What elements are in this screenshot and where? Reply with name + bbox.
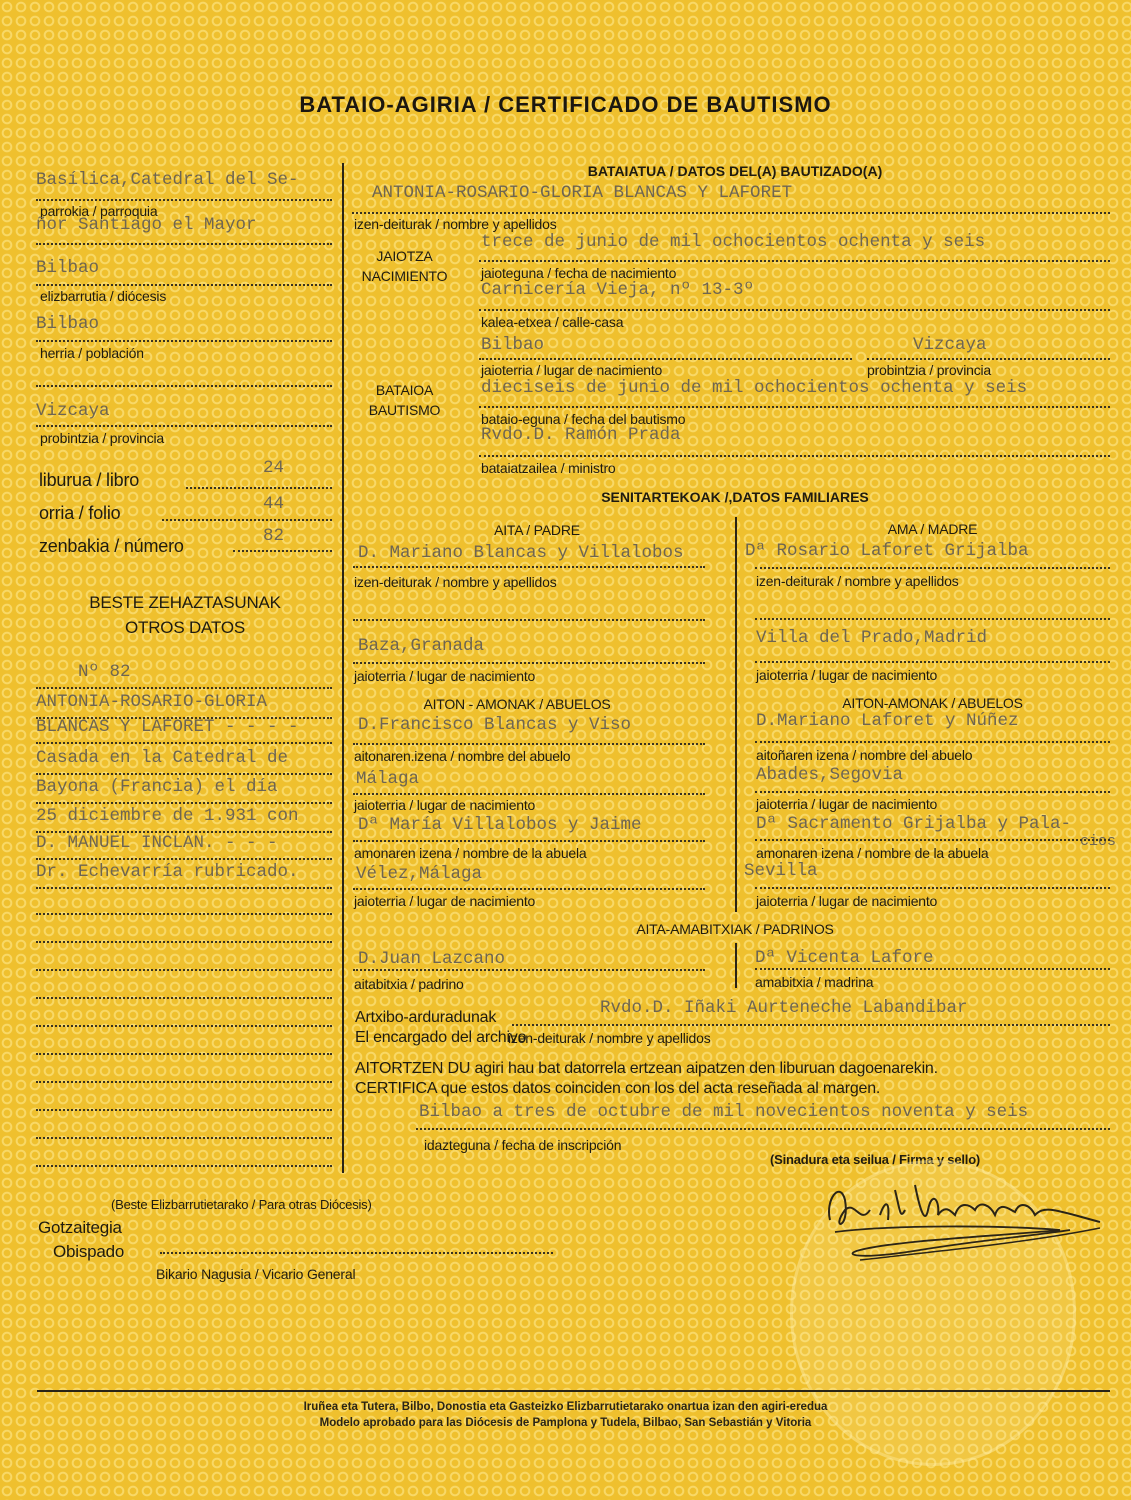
street-label: kalea-etxea / calle-casa: [481, 314, 624, 330]
dotted-line: [36, 199, 332, 201]
other-data-line: D. MANUEL INCLAN. - - -: [36, 833, 278, 853]
dotted-line: [36, 1025, 332, 1027]
footer-text-es: Modelo aprobado para las Diócesis de Pamplona y Tudela, Bilbao, San Sebastián y Vitoria: [319, 1417, 812, 1429]
maternal-grandfather-value: D.Mariano Laforet y Núñez: [756, 711, 1019, 731]
parish-value-2: ñor Santiago el Mayor: [36, 215, 257, 235]
province-value: Vizcaya: [36, 401, 110, 421]
signature-image: [800, 1170, 1130, 1290]
dotted-line: [233, 550, 332, 552]
dotted-line: [36, 997, 332, 999]
paternal-grandmother-place-value: Vélez,Málaga: [356, 864, 483, 884]
godparents-heading: AITA-AMABITXIAK / PADRINOS: [636, 921, 834, 937]
dotted-line: [479, 406, 1110, 408]
signature-label: (Sinadura eta seilua / Firma y sello): [770, 1152, 981, 1167]
maternal-grandmother-place-value: Sevilla: [744, 861, 818, 881]
paternal-grandmother-place-label: jaioterria / lugar de nacimiento: [354, 893, 536, 909]
other-dioceses-heading: (Beste Elizbarrutietarako / Para otras Diócesis): [111, 1197, 372, 1212]
footer-rule: [37, 1390, 1110, 1392]
dotted-line: [353, 619, 705, 621]
vicar-general-label: Bikario Nagusia / Vicario General: [156, 1266, 356, 1282]
paternal-grandparents-heading: AITON - AMONAK / ABUELOS: [423, 696, 611, 712]
mother-name-label: izen-deiturak / nombre y apellidos: [756, 573, 959, 589]
dotted-line: [36, 243, 332, 245]
godfather-label: aitabitxia / padrino: [354, 976, 464, 992]
baptized-name-value: ANTONIA-ROSARIO-GLORIA BLANCAS Y LAFORET: [372, 183, 793, 203]
baptism-section-label-eu: BATAIOA: [375, 382, 434, 398]
paternal-grandfather-place-label: jaioterria / lugar de nacimiento: [354, 797, 536, 813]
baptized-name-label: izen-deiturak / nombre y apellidos: [354, 216, 557, 232]
dotted-line: [755, 968, 1110, 970]
dotted-line: [479, 260, 1110, 262]
father-heading: AITA / PADRE: [494, 522, 580, 538]
dotted-line: [353, 743, 705, 745]
bishopric-label-es: Obispado: [53, 1242, 125, 1261]
maternal-grandmother-value: Dª Sacramento Grijalba y Pala-: [756, 814, 1072, 834]
dotted-line: [36, 969, 332, 971]
maternal-grandfather-place-label: jaioterria / lugar de nacimiento: [756, 796, 938, 812]
archive-label-eu: Artxibo-arduradunak: [355, 1009, 497, 1026]
dotted-line: [160, 1252, 553, 1254]
dotted-line: [36, 284, 332, 286]
maternal-grandfather-place-value: Abades,Segovia: [756, 765, 904, 785]
diocese-label: elizbarrutia / diócesis: [40, 288, 167, 304]
baptism-date-label: bataio-eguna / fecha del bautismo: [481, 411, 686, 427]
birth-date-value: trece de junio de mil ochocientos ochenta y seis: [481, 232, 986, 252]
dotted-line: [755, 567, 1110, 569]
dotted-line: [36, 941, 332, 943]
paternal-grandfather-place-value: Málaga: [356, 769, 420, 789]
other-data-line: 25 diciembre de 1.931 con: [36, 806, 299, 826]
book-label: liburua / libro: [39, 470, 140, 490]
dotted-line: [353, 840, 705, 842]
dotted-line: [36, 1165, 332, 1167]
paternal-grandfather-value: D.Francisco Blancas y Viso: [358, 715, 632, 735]
other-data-line: Bayona (Francia) el día: [36, 777, 278, 797]
birthplace-label: jaioterria / lugar de nacimiento: [481, 362, 663, 378]
dotted-line: [36, 742, 332, 744]
archive-label-es: El encargado del archivo: [355, 1029, 527, 1046]
godmother-value: Dª Vicenta Lafore: [755, 948, 934, 968]
number-value: 82: [263, 526, 285, 546]
town-value: Bilbao: [36, 314, 100, 334]
certify-text-eu: AITORTZEN DU agiri hau bat datorrela ertzean aipatzen den liburuan dagoenarekin.: [355, 1060, 938, 1077]
other-data-line: Dr. Echevarría rubricado.: [36, 862, 299, 882]
maternal-grandmother-value-cont: cios: [1080, 833, 1117, 850]
mother-heading: AMA / MADRE: [887, 521, 978, 537]
dotted-line: [36, 1081, 332, 1083]
baptism-section-label-es: BAUTISMO: [368, 402, 441, 418]
dotted-line: [353, 566, 705, 568]
father-place-label: jaioterria / lugar de nacimiento: [354, 668, 536, 684]
other-data-heading-es: OTROS DATOS: [125, 618, 245, 637]
dotted-line: [512, 1024, 1110, 1026]
column-divider: [342, 163, 344, 1173]
dotted-line: [36, 887, 332, 889]
town-label: herria / población: [40, 345, 144, 361]
other-data-line: BLANCAS Y LAFORET - - - -: [36, 717, 299, 737]
dotted-line: [36, 385, 332, 387]
birthplace-value: Bilbao: [481, 335, 545, 355]
dotted-line: [755, 618, 1110, 620]
godparents-divider: [735, 943, 737, 988]
archive-name-value: Rvdo.D. Iñaki Aurteneche Labandibar: [600, 998, 968, 1018]
baptized-heading: BATAIATUA / DATOS DEL(A) BAUTIZADO(A): [587, 163, 883, 179]
maternal-grandfather-label: aitoñaren izena / nombre del abuelo: [756, 747, 973, 763]
other-data-heading-eu: BESTE ZEHAZTASUNAK: [89, 593, 281, 612]
dotted-line: [36, 1109, 332, 1111]
street-value: Carnicería Vieja, nº 13-3º: [481, 280, 755, 300]
dotted-line: [186, 487, 332, 489]
dotted-line: [755, 741, 1110, 743]
birth-province-value: Vizcaya: [913, 335, 987, 355]
birth-section-label-es: NACIMIENTO: [361, 268, 448, 284]
godfather-value: D.Juan Lazcano: [358, 949, 506, 969]
other-data-line: Nº 82: [36, 662, 131, 682]
parish-label: parrokia / parroquia: [40, 203, 158, 219]
dotted-line: [479, 309, 1110, 311]
book-value: 24: [263, 458, 285, 478]
issue-date-value: Bilbao a tres de octubre de mil novecientos noventa y seis: [419, 1102, 1029, 1122]
mother-place-value: Villa del Prado,Madrid: [756, 628, 988, 648]
dotted-line: [867, 358, 1110, 360]
birth-section-label-eu: JAIOTZA: [376, 248, 433, 264]
dotted-line: [353, 662, 705, 664]
certify-text-es: CERTIFICA que estos datos coinciden con los del acta reseñada al margen.: [355, 1080, 881, 1097]
folio-label: orria / folio: [39, 503, 121, 523]
dotted-line: [479, 455, 1110, 457]
dotted-line: [36, 425, 332, 427]
birth-province-label: probintzia / provincia: [867, 362, 991, 378]
maternal-grandmother-place-label: jaioterria / lugar de nacimiento: [756, 893, 938, 909]
dotted-line: [36, 1137, 332, 1139]
mother-place-label: jaioterria / lugar de nacimiento: [756, 667, 938, 683]
dotted-line: [36, 687, 332, 689]
issue-date-label: idazteguna / fecha de inscripción: [424, 1137, 622, 1153]
archive-name-label: izen-deiturak / nombre y apellidos: [508, 1030, 711, 1046]
other-data-line: ANTONIA-ROSARIO-GLORIA: [36, 692, 268, 712]
dotted-line: [36, 913, 332, 915]
godmother-label: amabitxia / madrina: [755, 974, 874, 990]
paternal-grandfather-label: aitonaren.izena / nombre del abuelo: [354, 748, 571, 764]
paternal-grandmother-label: amonaren izena / nombre de la abuela: [354, 845, 587, 861]
dotted-line: [36, 858, 332, 860]
father-name-label: izen-deiturak / nombre y apellidos: [354, 574, 557, 590]
bishopric-label-eu: Gotzaitegia: [38, 1218, 122, 1237]
father-name-value: D. Mariano Blancas y Villalobos: [358, 543, 684, 563]
baptism-date-value: dieciseis de junio de mil ochocientos ochenta y seis: [481, 378, 1028, 398]
other-data-line: Casada en la Catedral de: [36, 748, 289, 768]
father-place-value: Baza,Granada: [358, 636, 485, 656]
diocese-value: Bilbao: [36, 258, 100, 278]
dotted-line: [479, 358, 852, 360]
dotted-line: [755, 791, 1110, 793]
province-label: probintzia / provincia: [40, 430, 164, 446]
minister-label: bataiatzailea / ministro: [481, 460, 616, 476]
dotted-line: [353, 793, 705, 795]
dotted-line: [755, 887, 1110, 889]
dotted-line: [353, 888, 705, 890]
parish-value-1: Basílica,Catedral del Se-: [36, 170, 299, 190]
dotted-line: [36, 340, 332, 342]
birth-date-label: jaioteguna / fecha de nacimiento: [481, 265, 677, 281]
minister-value: Rvdo.D. Ramón Prada: [481, 425, 681, 445]
family-heading: SENITARTEKOAK /,DATOS FAMILIARES: [601, 489, 869, 505]
dotted-line: [36, 773, 332, 775]
number-label: zenbakia / número: [39, 536, 184, 556]
certificate-title: BATAIO-AGIRIA / CERTIFICADO DE BAUTISMO: [299, 92, 832, 117]
family-divider: [735, 517, 737, 912]
folio-value: 44: [263, 494, 285, 514]
footer-text-eu: Iruñea eta Tutera, Bilbo, Donostia eta Gasteizko Elizbarrutietarako onartua izan den agiri-eredua: [303, 1401, 828, 1413]
dotted-line: [755, 839, 1110, 841]
dotted-line: [416, 1128, 1110, 1130]
maternal-grandparents-heading: AITON-AMONAK / ABUELOS: [842, 695, 1023, 711]
maternal-grandmother-label: amonaren izena / nombre de la abuela: [756, 845, 989, 861]
dotted-line: [162, 519, 332, 521]
dotted-line: [352, 212, 1110, 214]
dotted-line: [755, 661, 1110, 663]
mother-name-value: Dª Rosario Laforet Grijalba: [745, 541, 1029, 561]
dotted-line: [353, 969, 705, 971]
dotted-line: [36, 1053, 332, 1055]
paternal-grandmother-value: Dª María Villalobos y Jaime: [358, 815, 642, 835]
dotted-line: [36, 802, 332, 804]
